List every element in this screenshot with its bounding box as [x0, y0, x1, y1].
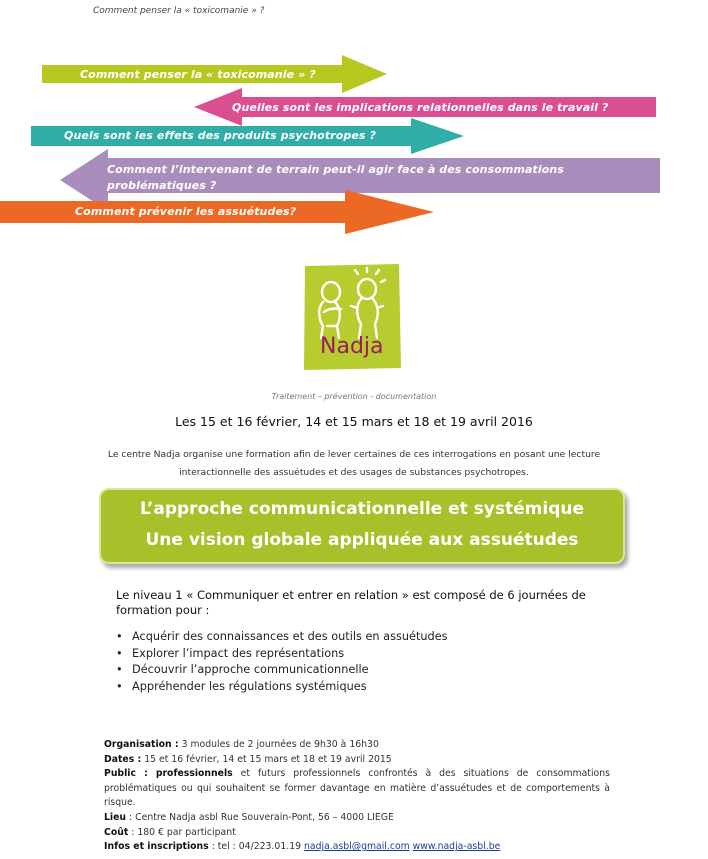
bullet-icon: •: [116, 630, 123, 643]
bullet-icon: •: [116, 663, 123, 677]
website-link[interactable]: www.nadja-asbl.be: [412, 841, 501, 853]
arrow-label-intervenant-line1: Comment l’intervenant de terrain peut-il agir face à des consommations: [107, 163, 565, 176]
info-cout: Coût : 180 € par participant: [104, 826, 236, 838]
list-item-text: Acquérir des connaissances et des outils en assuétudes: [132, 630, 448, 643]
list-item-text: Appréhender les régulations systémiques: [132, 679, 367, 693]
objectives-list: [116, 629, 448, 695]
info-organisation: Organisation : 3 modules de 2 journées de 9h30 à 16h30: [104, 739, 379, 750]
list-item-text: Découvrir l’approche communicationnelle: [132, 663, 369, 677]
title-line-1: L’approche communicationnelle et systémique: [139, 499, 584, 519]
header-note: Comment penser la « toxicomanie » ?: [93, 6, 265, 16]
level-description: Le niveau 1 « Communiquer et entrer en relation » est composé de 6 journées de formation pour :: [116, 588, 586, 617]
title-banner: [99, 488, 625, 564]
training-dates: Les 15 et 16 février, 14 et 15 mars et 18 et 19 avril 2016: [175, 414, 533, 429]
arrow-label-toxicomanie: Comment penser la « toxicomanie » ?: [80, 68, 316, 81]
email-link[interactable]: nadja.asbl@gmail.com: [304, 841, 410, 853]
info-public: Public : professionnels et futurs professionnels confrontés à des situations de consommations problématiques ou qui souhaitent se former davantage en matière d’assuétudes et de comportements à risque.: [104, 768, 610, 809]
list-item: [116, 629, 448, 646]
logo-name: Nadja: [320, 334, 384, 359]
info-dates: Dates : 15 et 16 février, 14 et 15 mars et 18 et 19 avril 2015: [104, 753, 392, 765]
arrow-label-intervenant-line2: problématiques ?: [107, 179, 217, 192]
bullet-icon: •: [116, 646, 123, 660]
info-contact: Infos et inscriptions : tel : 04/223.01.19 nadja.asbl@gmail.com www.nadja-asbl.be: [104, 841, 501, 853]
title-line-2: Une vision globale appliquée aux assuétudes: [145, 530, 579, 550]
arrow-label-effets: Quels sont les effets des produits psychotropes ?: [64, 129, 376, 142]
list-item: [116, 662, 448, 679]
arrow-label-implications: Quelles sont les implications relationnelles dans le travail ?: [232, 101, 609, 114]
nadja-logo: [301, 262, 403, 372]
tagline: Traitement – prévention - documentation: [271, 392, 437, 401]
list-item-text: Explorer l’impact des représentations: [132, 646, 345, 660]
practical-info: [104, 738, 610, 855]
list-item: [116, 646, 448, 663]
list-item: [116, 679, 448, 696]
info-lieu: Lieu : Centre Nadja asbl Rue Souverain-Pont, 56 – 4000 LIEGE: [104, 811, 394, 823]
arrow-label-prevenir: Comment prévenir les assuétudes?: [75, 205, 297, 218]
arrow-prevenir: [0, 190, 434, 234]
bullet-icon: •: [116, 679, 123, 693]
intro-paragraph: Le centre Nadja organise une formation afin de lever certaines de ces interrogations en posant une lecture interactionnelle des assuétudes et des usages de substances psychotropes.: [107, 449, 601, 478]
